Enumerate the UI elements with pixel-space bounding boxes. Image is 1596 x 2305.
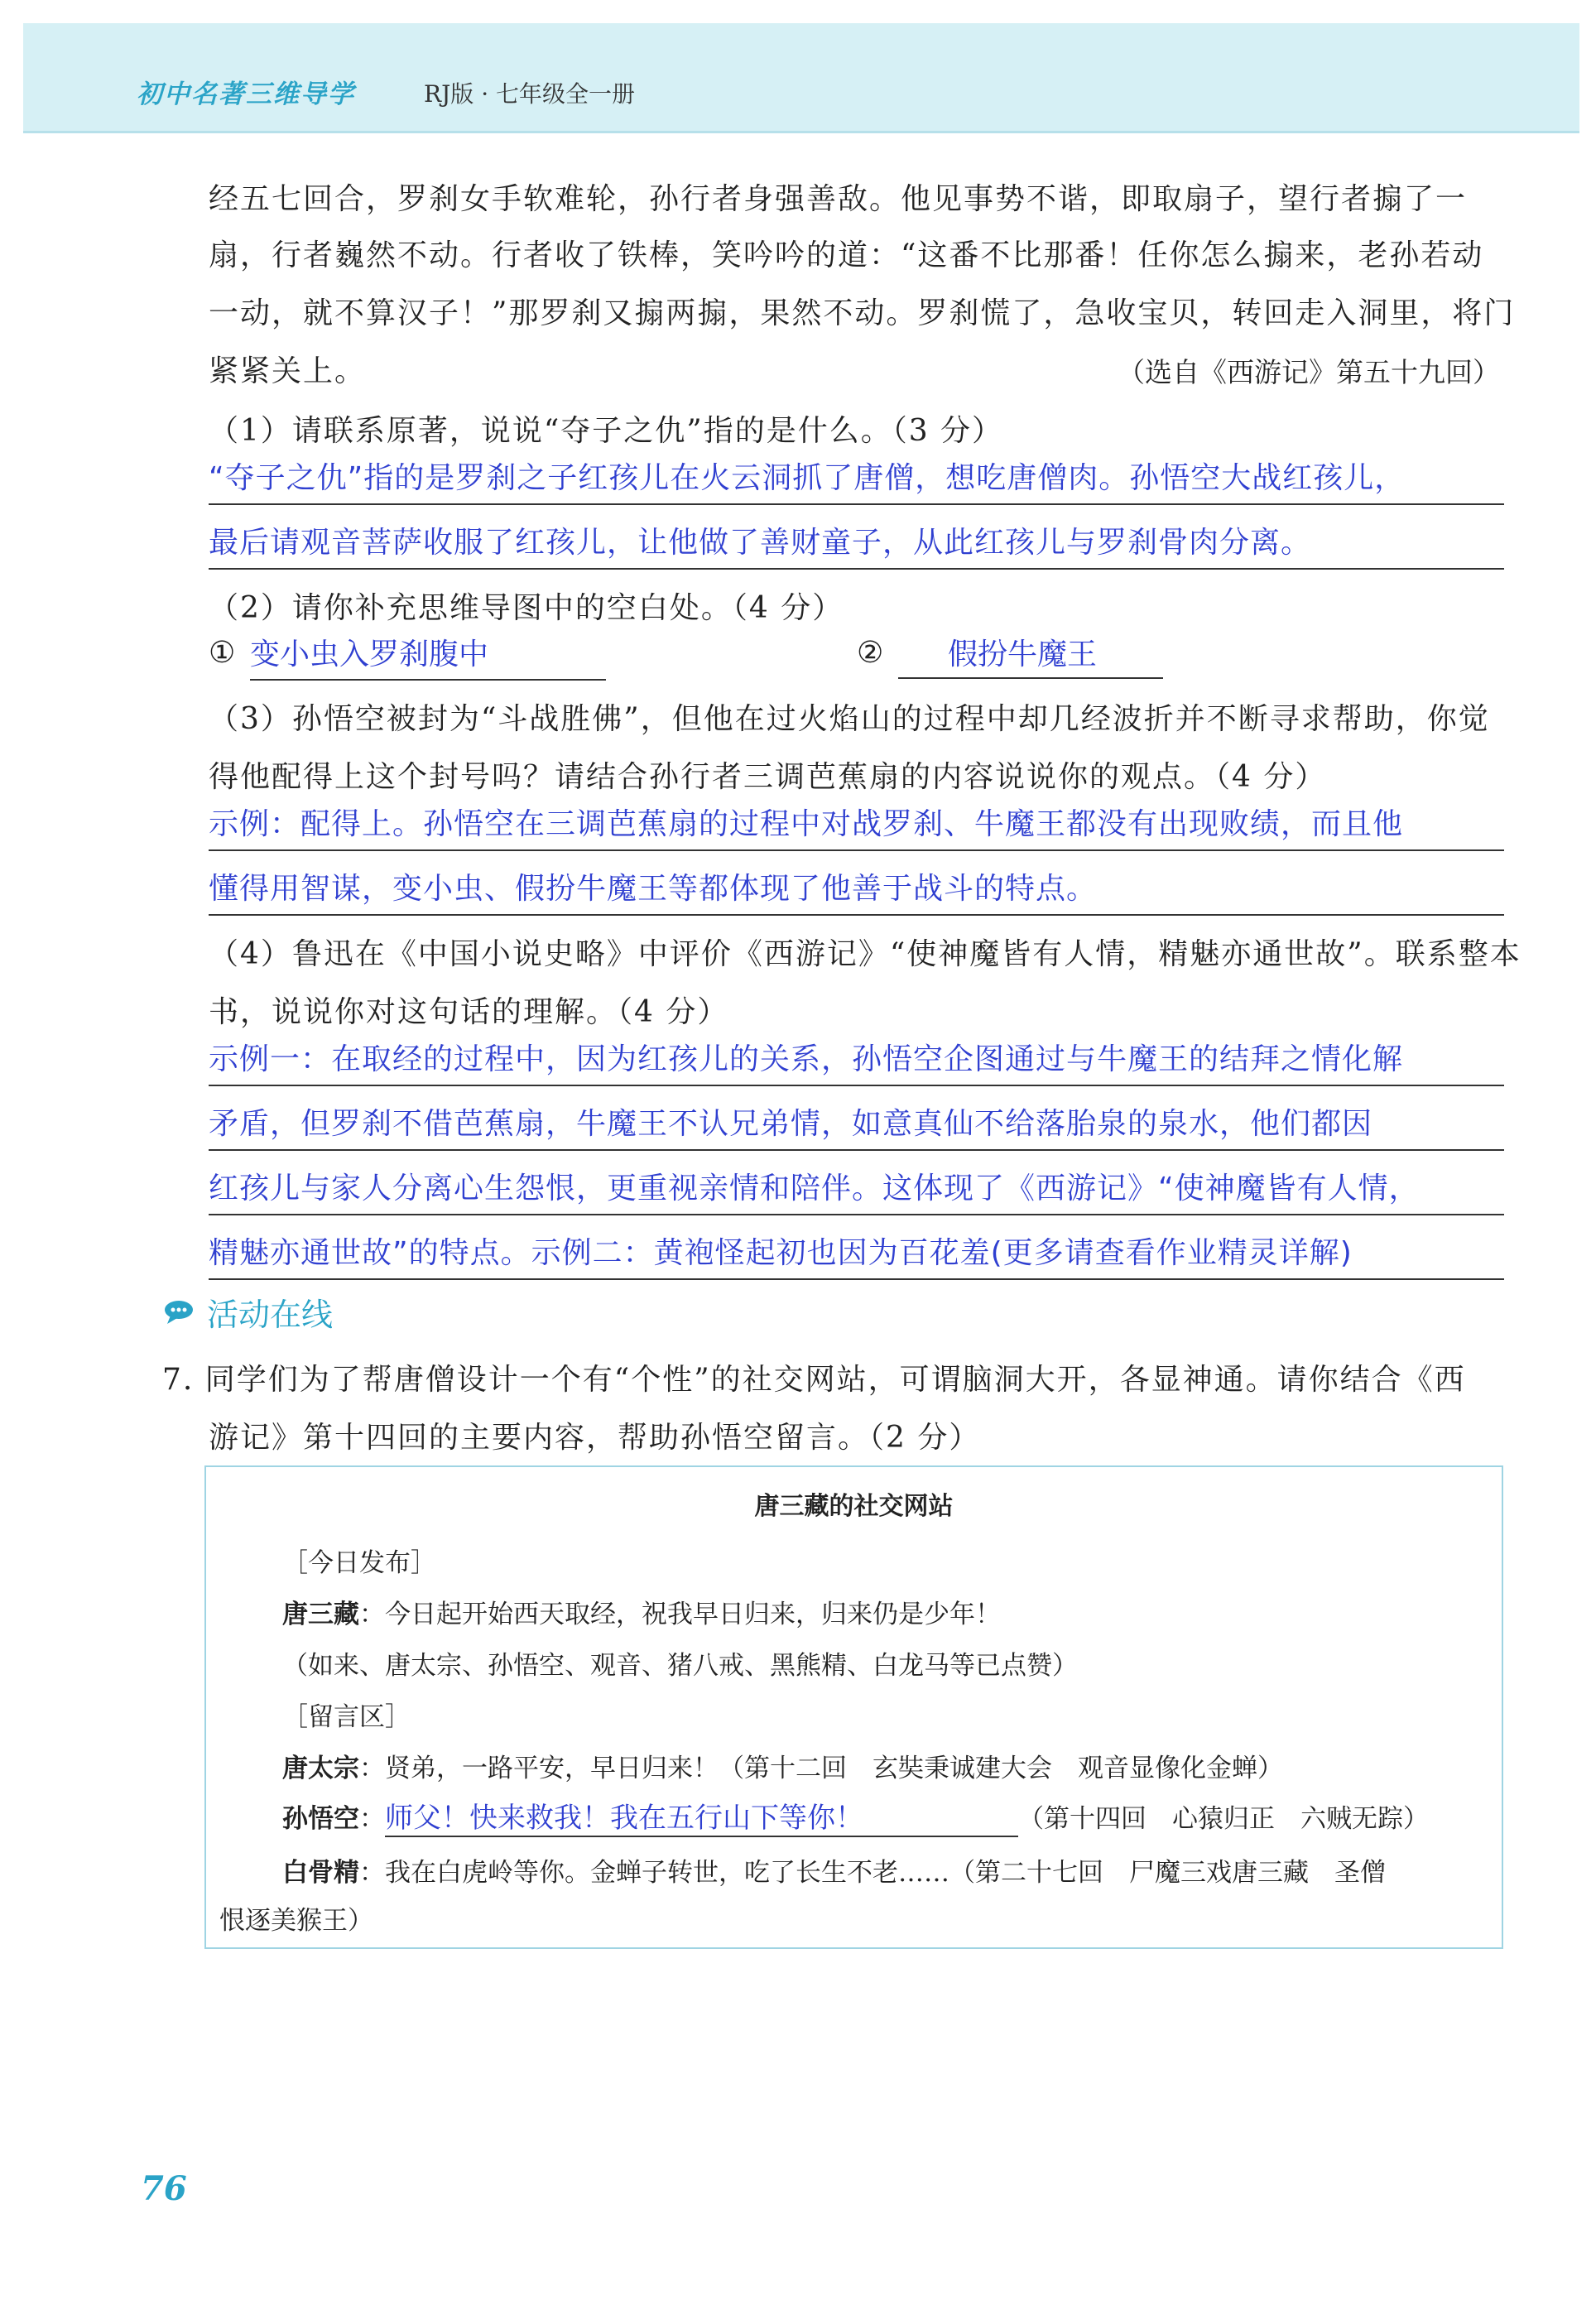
- question-4-answer: 示例一：在取经的过程中，因为红孩儿的关系，孙悟空企图通过与牛魔王的结拜之情化解: [209, 1035, 1504, 1086]
- series-title: 初中名著三维导学: [137, 79, 355, 109]
- blank-2-number: ②: [857, 636, 884, 670]
- post: [282, 1593, 1001, 1630]
- likes-text: （如来、唐太宗、孙悟空、观音、猪八戒、黑熊精、白龙马等已点赞）: [282, 1651, 1078, 1681]
- question-4-prompt: 书，说说你对这句话的理解。（4 分）: [209, 995, 729, 1029]
- question-2-prompt: （2）请你补充思维导图中的空白处。（4 分）: [209, 591, 844, 625]
- social-site-box: [204, 1465, 1503, 1949]
- comment-2-answer: 师父！快来救我！我在五行山下等你！: [385, 1795, 1018, 1837]
- comment-3: [282, 1851, 1386, 1889]
- passage-line: 经五七回合，罗刹女手软难轮，孙行者身强善敌。他见事势不谐，即取扇子，望行者搧了一: [209, 182, 1468, 216]
- question-4-prompt: （4）鲁迅在《中国小说史略》中评价《西游记》“使神魔皆有人情，精魅亦通世故”。联系整本: [209, 937, 1521, 971]
- comment-2-ref: （第十四回 心猿归正 六贼无踪）: [1018, 1804, 1429, 1834]
- comment-1-author: 唐太宗: [282, 1754, 359, 1783]
- page-number: 76: [141, 2169, 187, 2208]
- edition-label: RJ版 · 七年级全一册: [424, 80, 636, 108]
- question-3-answer: 示例：配得上。孙悟空在三调芭蕉扇的过程中对战罗刹、牛魔王都没有出现败绩，而且他: [209, 800, 1504, 851]
- comment-3-author: 白骨精: [282, 1858, 359, 1888]
- today-label: ［今日发布］: [282, 1548, 436, 1578]
- passage-line: 扇，行者巍然不动。行者收了铁棒，笑吟吟的道：“这番不比那番！任你怎么搧来，老孙若动: [209, 238, 1484, 272]
- question-3-prompt: 得他配得上这个封号吗？请结合孙行者三调芭蕉扇的内容说说你的观点。（4 分）: [209, 760, 1327, 794]
- mindmap-blank-1: 变小虫入罗刹腹中: [250, 631, 606, 681]
- passage-line: 紧紧关上。: [209, 354, 367, 388]
- comment-3-continued: 恨逐美猴王）: [219, 1906, 373, 1936]
- blank-1-number: ①: [209, 636, 236, 670]
- post-author: 唐三藏: [282, 1600, 359, 1629]
- comment-1-text: ：贤弟，一路平安，早日归来！（第十二回 玄奘秉诚建大会 观音显像化金蝉）: [359, 1754, 1283, 1783]
- question-3-answer: 懂得用智谋，变小虫、假扮牛魔王等都体现了他善于战斗的特点。: [209, 864, 1504, 916]
- section-title: 活动在线: [207, 1297, 334, 1333]
- chat-bubble-icon: [162, 1299, 195, 1326]
- comment-3-text: ：我在白虎岭等你。金蝉子转世，吃了长生不老……（第二十七回 尸魔三戏唐三藏 圣僧: [359, 1858, 1386, 1888]
- comment-1: [282, 1747, 1283, 1784]
- question-4-answer: 红孩儿与家人分离心生怨恨，更重视亲情和陪伴。这体现了《西游记》“使神魔皆有人情，: [209, 1164, 1504, 1215]
- passage-source: （选自《西游记》第五十九回）: [1118, 356, 1500, 388]
- social-site-title: 唐三藏的社交网站: [754, 1492, 954, 1521]
- mindmap-blank-2: 假扮牛魔王: [898, 631, 1163, 679]
- comment-2-author: 孙悟空: [282, 1804, 359, 1834]
- comments-label: ［留言区］: [282, 1702, 411, 1732]
- section-heading: [162, 1289, 333, 1335]
- question-1-answer: “夺子之仇”指的是罗刹之子红孩儿在火云洞抓了唐僧，想吃唐僧肉。孙悟空大战红孩儿，: [209, 454, 1504, 505]
- question-7-prompt: 7. 同学们为了帮唐僧设计一个有“个性”的社交网站，可谓脑洞大开，各显神通。请你结合《西: [162, 1363, 1466, 1397]
- comment-2-sep: ：: [359, 1804, 385, 1834]
- question-1-prompt: （1）请联系原著，说说“夺子之仇”指的是什么。（3 分）: [209, 414, 1004, 448]
- post-text: ：今日起开始西天取经，祝我早日归来，归来仍是少年！: [359, 1600, 1001, 1629]
- passage-line: 一动，就不算汉子！”那罗刹又搧两搧，果然不动。罗刹慌了，急收宝贝，转回走入洞里，将门: [209, 296, 1516, 330]
- question-1-answer: 最后请观音菩萨收服了红孩儿，让他做了善财童子，从此红孩儿与罗刹骨肉分离。: [209, 518, 1504, 570]
- question-7-prompt: 游记》第十四回的主要内容，帮助孙悟空留言。（2 分）: [209, 1421, 981, 1455]
- comment-2: [282, 1795, 1429, 1837]
- question-4-answer: 矛盾，但罗刹不借芭蕉扇，牛魔王不认兄弟情，如意真仙不给落胎泉的泉水，他们都因: [209, 1100, 1504, 1151]
- question-3-prompt: （3）孙悟空被封为“斗战胜佛”，但他在过火焰山的过程中却几经波折并不断寻求帮助，你觉: [209, 702, 1490, 736]
- question-4-answer: 精魅亦通世故”的特点。示例二：黄袍怪起初也因为百花羞(更多请查看作业精灵详解): [209, 1229, 1504, 1280]
